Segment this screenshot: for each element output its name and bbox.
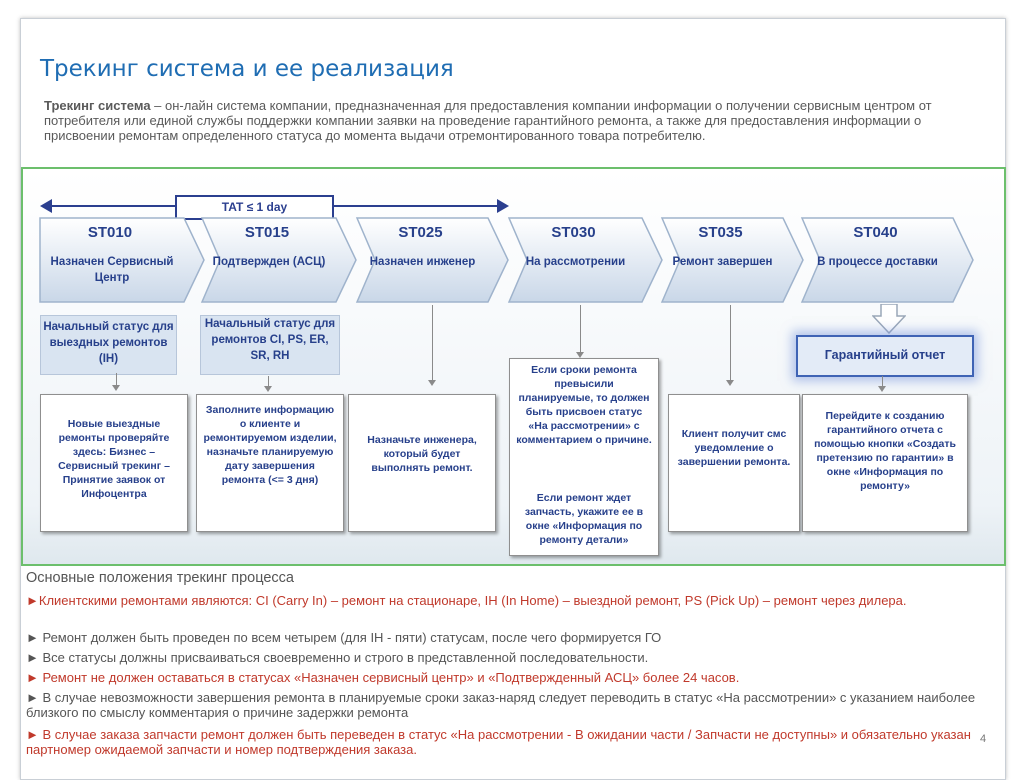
stage-label: На рассмотрении [525, 256, 626, 268]
intro-paragraph [44, 98, 979, 143]
stage-label: Назначен Сервисный Центр [50, 256, 174, 284]
connector [432, 305, 433, 382]
tat-label: TAT ≤ 1 day [175, 195, 334, 220]
bullet-item: ► Ремонт не должен оставаться в статусах «Назначен сервисный центр» и «Подтвержденный АСЦ» более 24 часов. [26, 670, 740, 685]
stage-st010 [38, 216, 206, 304]
stage-code: ST030 [551, 224, 596, 241]
stage-label: Назначен инженер [369, 256, 476, 268]
tat-arrow-left-icon [40, 199, 52, 213]
stage-st015 [200, 216, 358, 304]
info-box-st010: Новые выездные ремонты проверяйте здесь: Бизнес – Сервисный трекинг – Принятие заявок от Инфоцентра [40, 394, 188, 532]
stage-code: ST015 [244, 224, 290, 241]
bullet-item: ► В случае невозможности завершения ремонта в планируемые сроки заказ-наряд следует переводить в статус «На рассмотрении» с указанием наиболее близкого по смыслу комментария о причине задержки ремонта [26, 690, 976, 720]
arrow-down-icon [726, 380, 734, 386]
connector [580, 305, 581, 355]
intro-term: Трекинг система [44, 98, 151, 113]
connector [730, 305, 731, 382]
warranty-report-button: Гарантийный отчет [796, 335, 974, 377]
slide-title: Трекинг система и ее реализация [40, 56, 454, 82]
status-note-ci: Начальный статус для ремонтов CI, PS, ER, SR, RH [200, 315, 340, 375]
info-box-st040: Перейдите к созданию гарантийного отчета с помощью кнопки «Создать претензию по гарантии» в окне «Информация по ремонту» [802, 394, 968, 532]
arrow-down-icon [112, 385, 120, 391]
bullet-item: ►Клиентскими ремонтами являются: CI (Carry In) – ремонт на стационаре, IH (In Home) – выездной ремонт, PS (Pick Up) – ремонт через дилера. [26, 593, 907, 608]
info-box-st025: Назначьте инженера, который будет выполнять ремонт. [348, 394, 496, 532]
page-number: 4 [980, 733, 987, 745]
info-box-st035: Клиент получит смс уведомление о завершении ремонта. [668, 394, 800, 532]
stage-code: ST035 [698, 224, 743, 241]
tat-arrow-right-icon [497, 199, 509, 213]
stage-st025 [355, 216, 510, 304]
arrow-down-icon [878, 386, 886, 392]
info-box-st015: Заполните информацию о клиенте и ремонтируемом изделии, назначьте планируемую дату завершения ремонта (<= 3 дня) [196, 394, 344, 532]
stage-code: ST010 [87, 224, 133, 241]
status-note-ih: Начальный статус для выездных ремонтов (IH) [40, 315, 177, 375]
stage-code: ST040 [853, 224, 898, 241]
stage-label: Ремонт завершен [672, 256, 773, 268]
stage-label: В процессе доставки [817, 256, 938, 268]
bullet-item: ► Ремонт должен быть проведен по всем четырем (для IH - пяти) статусам, после чего формируется ГО [26, 630, 662, 645]
bullet-item: ► Все статусы должны присваиваться своевременно и строго в представленной последовательности. [26, 650, 649, 665]
stage-code: ST025 [398, 224, 443, 241]
stage-st040 [800, 216, 975, 304]
info-box-st030: Если сроки ремонта превысили планируемые, то должен быть присвоен статус «На рассмотрении» с комментарием о причине. Если ремонт ждет запчасть, укажите ее в окне «Информация по ремонту детали» [509, 358, 659, 556]
arrow-down-icon [264, 386, 272, 392]
arrow-down-icon [428, 380, 436, 386]
bullet-item: ► В случае заказа запчасти ремонт должен быть переведен в статус «На рассмотрении - В ожидании части / Запчасти не доступны» и обязательно указан партномер ожидаемой запчасти и номер подтверждения заказа. [26, 727, 971, 757]
stage-st030 [507, 216, 664, 304]
section-title: Основные положения трекинг процесса [26, 570, 294, 586]
intro-text: – он-лайн система компании, предназначенная для предоставления компании информации о получении сервисным центром от потребителя или единой службы поддержки компании заявки на проведение гарантийного ремонта, а также для предоставления информации о присвоении ремонтам определенного статуса до момента выдачи отремонтированного товара потребителю. [44, 98, 932, 143]
stage-st035 [660, 216, 805, 304]
stage-label: Подтвержден (АСЦ) [212, 256, 326, 268]
down-arrow-icon [872, 304, 906, 334]
